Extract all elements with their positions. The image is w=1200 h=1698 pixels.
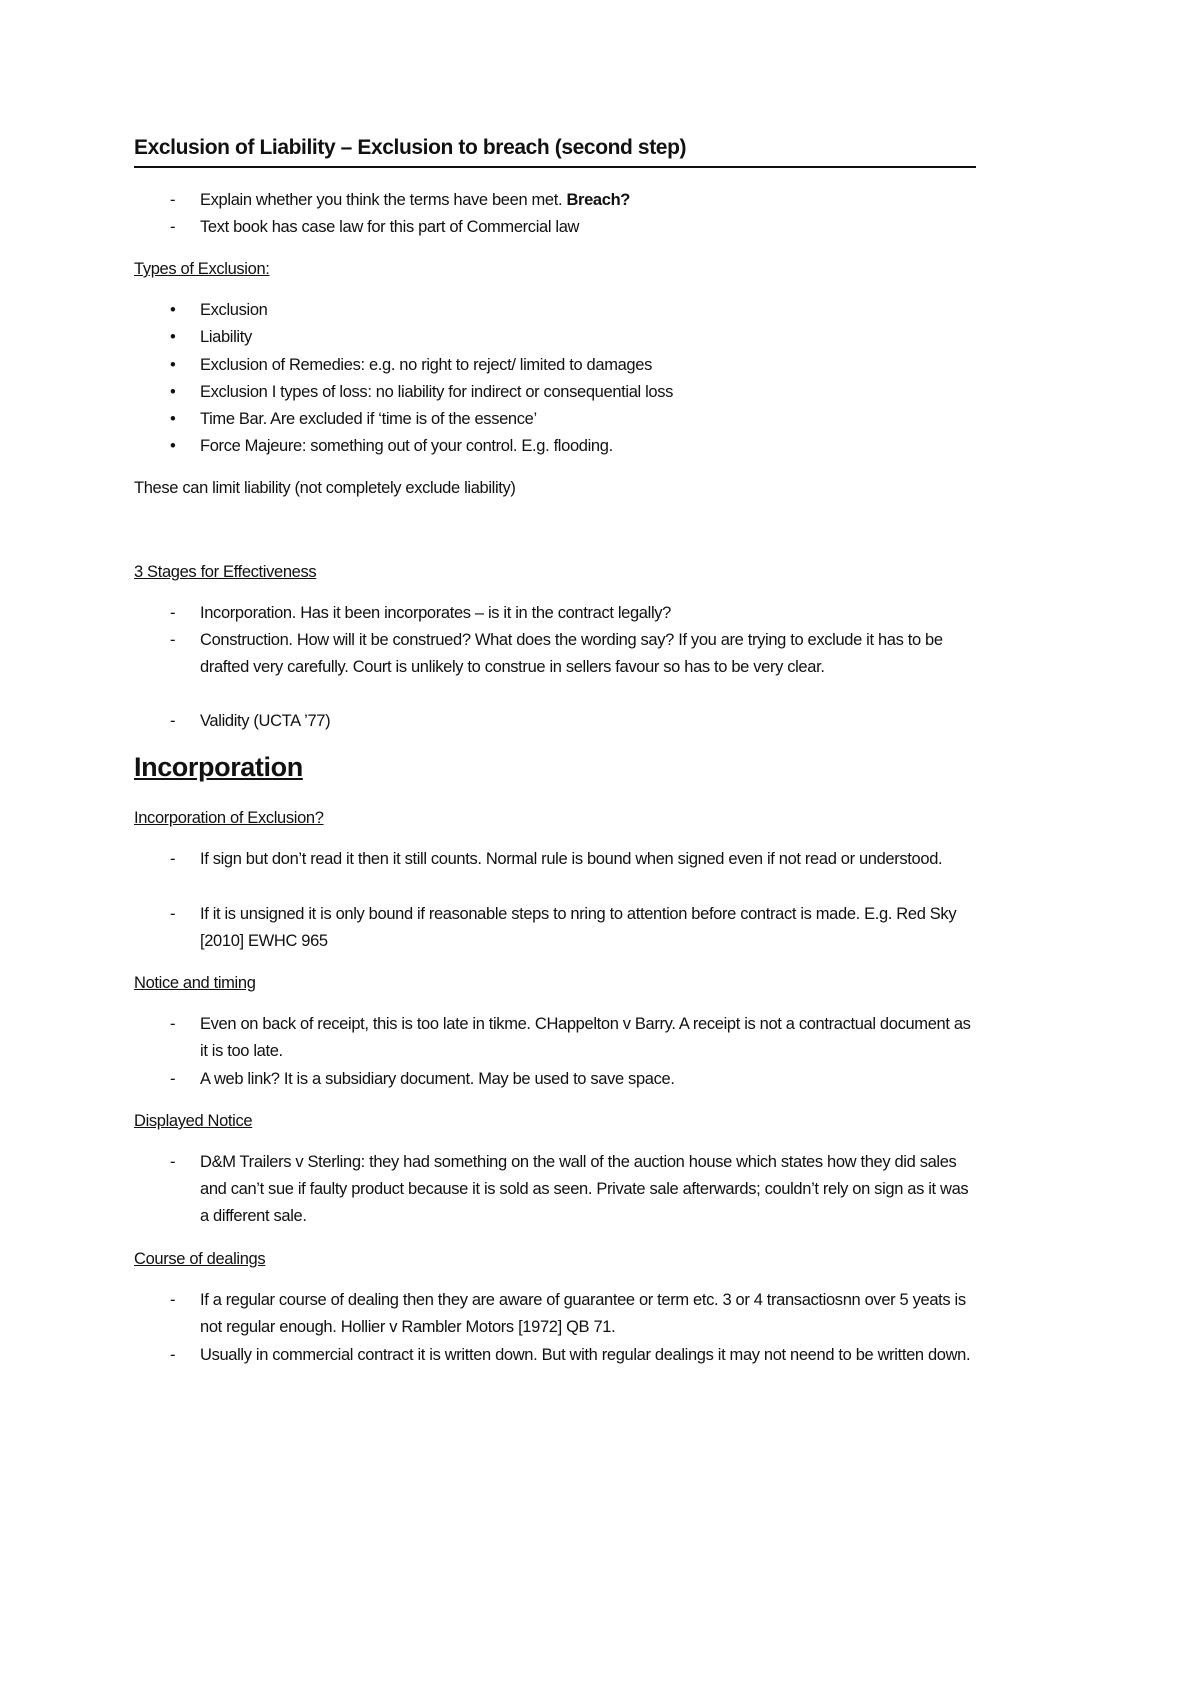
list-item xyxy=(134,1342,979,1369)
dash-marker: - xyxy=(170,631,176,649)
item-text: Validity (UCTA ’77) xyxy=(200,712,331,730)
item-text: Incorporation. Has it been incorporates – is it in the contract legally? xyxy=(200,604,671,622)
section-heading-stages: 3 Stages for Effectiveness xyxy=(134,563,317,581)
item-text: A web link? It is a subsidiary document. May be used to save space. xyxy=(200,1070,675,1088)
item-text: Construction. How will it be construed? What does the wording say? If you are trying to exclude it has to be drafted very carefully. Court is unlikely to construe in sellers favour so has to be very clear. xyxy=(200,631,943,676)
list-item xyxy=(134,214,979,241)
item-text: Liability xyxy=(200,328,252,346)
list-item xyxy=(134,627,979,681)
item-text: Even on back of receipt, this is too late in tikme. CHappelton v Barry. A receipt is not a contractual document as it is too late. xyxy=(200,1015,971,1060)
bullet-icon: • xyxy=(170,410,176,428)
dash-marker: - xyxy=(170,1015,176,1033)
heading-incorporation: Incorporation xyxy=(134,752,303,782)
item-text: D&M Trailers v Sterling: they had something on the wall of the auction house which states how they did sales and can’t sue if faulty product because it is sold as seen. Private sale afterwards; couldn’t rely on sign as it was a different sale. xyxy=(200,1153,969,1225)
dash-marker: - xyxy=(170,1291,176,1309)
item-bold-text: Breach? xyxy=(566,191,631,209)
dash-marker: - xyxy=(170,712,176,730)
item-text: Exclusion xyxy=(200,301,268,319)
item-text: Explain whether you think the terms have been met. xyxy=(200,191,567,209)
document-title: Exclusion of Liability – Exclusion to breach (second step) xyxy=(134,136,687,159)
dash-marker: - xyxy=(170,1070,176,1088)
item-text: If sign but don’t read it then it still counts. Normal rule is bound when signed even if not read or understood. xyxy=(200,850,943,868)
item-text: Text book has case law for this part of Commercial law xyxy=(200,218,580,236)
section-heading-displayed: Displayed Notice xyxy=(134,1112,253,1130)
item-text: Time Bar. Are excluded if ‘time is of the essence’ xyxy=(200,410,537,428)
section-heading-course: Course of dealings xyxy=(134,1250,266,1268)
list-item xyxy=(134,379,979,406)
section-heading-inc-exclusion: Incorporation of Exclusion? xyxy=(134,809,324,827)
bullet-icon: • xyxy=(170,356,176,374)
types-note: These can limit liability (not completely exclude liability) xyxy=(134,479,516,497)
item-text: Usually in commercial contract it is written down. But with regular dealings it may not neend to be written down. xyxy=(200,1346,971,1364)
list-item xyxy=(134,1149,979,1230)
dash-marker: - xyxy=(170,850,176,868)
list-item xyxy=(134,1011,979,1065)
item-text: Force Majeure: something out of your control. E.g. flooding. xyxy=(200,437,613,455)
list-item xyxy=(134,433,979,460)
dash-marker: - xyxy=(170,604,176,622)
item-text: Exclusion I types of loss: no liability for indirect or consequential loss xyxy=(200,383,674,401)
section-heading-types: Types of Exclusion: xyxy=(134,260,270,278)
bullet-icon: • xyxy=(170,328,176,346)
bullet-icon: • xyxy=(170,383,176,401)
bullet-icon: • xyxy=(170,301,176,319)
list-item xyxy=(134,1287,979,1341)
list-item xyxy=(134,352,979,379)
item-text: Exclusion of Remedies: e.g. no right to reject/ limited to damages xyxy=(200,356,652,374)
list-item xyxy=(134,187,979,214)
dash-marker: - xyxy=(170,191,176,209)
bullet-icon: • xyxy=(170,437,176,455)
dash-marker: - xyxy=(170,218,176,236)
item-text: If a regular course of dealing then they are aware of guarantee or term etc. 3 or 4 transactiosnn over 5 yeats is not regular enough. Hollier v Rambler Motors [1972] QB 71. xyxy=(200,1291,966,1336)
list-item xyxy=(134,297,979,324)
list-item xyxy=(134,708,979,735)
list-item xyxy=(134,600,979,627)
list-item xyxy=(134,901,979,955)
list-item xyxy=(134,406,979,433)
title-rule xyxy=(134,166,976,168)
list-item xyxy=(134,846,979,873)
dash-marker: - xyxy=(170,1153,176,1171)
dash-marker: - xyxy=(170,1346,176,1364)
list-item xyxy=(134,1066,979,1093)
item-text: If it is unsigned it is only bound if reasonable steps to nring to attention before contract is made. E.g. Red Sky [2010] EWHC 965 xyxy=(200,905,957,950)
section-heading-notice: Notice and timing xyxy=(134,974,256,992)
list-item xyxy=(134,324,979,351)
dash-marker: - xyxy=(170,905,176,923)
